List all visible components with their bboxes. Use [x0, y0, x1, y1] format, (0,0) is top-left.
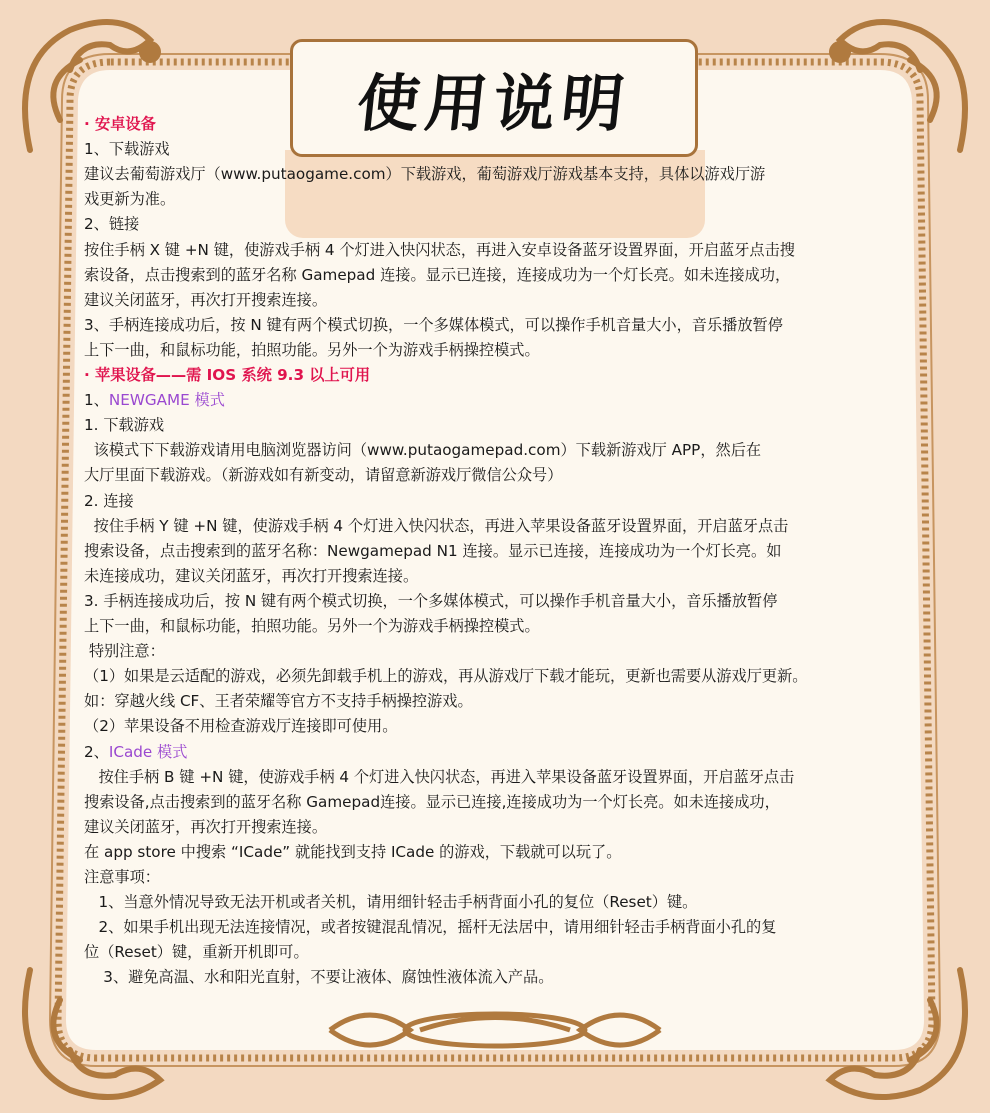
body-text: （2）苹果设备不用检查游戏厅连接即可使用。 — [84, 717, 398, 736]
body-text: 1、当意外情况导致无法开机或者关机，请用细针轻击手柄背面小孔的复位（Reset）键。 — [84, 893, 698, 912]
text-line — [84, 940, 309, 964]
page-title: 使用说明 — [353, 66, 634, 140]
body-text: 按住手柄 Y 键 +N 键，使游戏手柄 4 个灯进入快闪状态，再进入苹果设备蓝牙设置界面，开启蓝牙点击 — [84, 516, 789, 535]
text-line — [84, 589, 777, 613]
heading-text: · 安卓设备 — [84, 115, 156, 133]
text-line — [84, 162, 765, 186]
text-line — [84, 212, 139, 236]
text-line — [84, 338, 540, 362]
body-text: （1）如果是云适配的游戏，必须先卸载手机上的游戏，再从游戏厅下载才能玩，更新也需要从游戏厅更新。 — [84, 667, 808, 686]
body-text: 如：穿越火线 CF、王者荣耀等官方不支持手柄操控游戏。 — [84, 692, 473, 711]
body-text: 搜索设备,点击搜索到的蓝牙名称 Gamepad连接。显示已连接,连接成功为一个灯长亮。如未连接成功， — [84, 792, 780, 811]
body-text: 3、手柄连接成功后，按 N 键有两个模式切换，一个多媒体模式，可以操作手机音量大小，音乐播放暂停 — [84, 315, 783, 334]
body-text: 建议关闭蓝牙，再次打开搜索连接。 — [84, 290, 327, 309]
text-line — [84, 815, 327, 839]
text-line — [84, 539, 781, 563]
body-text: 上下一曲，和鼠标功能，拍照功能。另外一个为游戏手柄操控模式。 — [84, 617, 540, 635]
body-text: 按住手柄 B 键 +N 键，使游戏手柄 4 个灯进入快闪状态，再进入苹果设备蓝牙设置界面，开启蓝牙点击 — [84, 767, 795, 786]
body-text: 未连接成功，建议关闭蓝牙，再次打开搜索连接。 — [84, 566, 419, 585]
text-line — [84, 363, 370, 387]
text-line — [84, 614, 540, 638]
body-text: 1、下载游戏 — [84, 140, 170, 159]
body-text: 在 app store 中搜索 “ICade” 就能找到支持 ICade 的游戏，下载就可以玩了。 — [84, 842, 622, 861]
text-line — [84, 915, 776, 939]
text-line — [84, 238, 795, 262]
body-text: 2、链接 — [84, 215, 140, 234]
body-text: 3. 手柄连接成功后，按 N 键有两个模式切换，一个多媒体模式，可以操作手机音量大小，音乐播放暂停 — [84, 591, 778, 610]
text-line — [84, 413, 164, 437]
body-text: 2、 — [84, 742, 109, 761]
text-line — [84, 840, 621, 864]
body-text: 注意事项： — [84, 868, 160, 886]
text-line — [84, 790, 780, 814]
body-text: 1. 下载游戏 — [84, 416, 165, 435]
text-line — [84, 263, 790, 287]
text-line — [84, 865, 160, 889]
body-text: 1、 — [84, 391, 109, 410]
text-line — [84, 438, 761, 462]
purple-text: NEWGAME 模式 — [108, 391, 225, 410]
text-line — [84, 137, 170, 161]
text-line — [84, 689, 473, 713]
purple-text: ICade 模式 — [108, 742, 188, 761]
body-text: 位（Reset）键，重新开机即可。 — [84, 943, 309, 962]
text-line — [84, 514, 788, 538]
body-text: 2、如果手机出现无法连接情况，或者按键混乱情况，摇杆无法居中，请用细针轻击手柄背面小孔的复 — [84, 918, 777, 937]
text-line — [84, 564, 418, 588]
text-line — [84, 388, 225, 412]
text-line — [84, 765, 794, 789]
text-line — [84, 664, 807, 688]
body-text: 2. 连接 — [84, 491, 134, 510]
text-line — [84, 288, 327, 312]
text-line — [84, 965, 553, 989]
title-box — [290, 39, 698, 157]
text-line — [84, 714, 397, 738]
text-line — [84, 187, 175, 211]
text-line — [84, 463, 562, 487]
body-text: 大厅里面下载游戏。（新游戏如有新变动，请留意新游戏厅微信公众号） — [84, 466, 563, 485]
body-text: 索设备，点击搜索到的蓝牙名称 Gamepad 连接。显示已连接，连接成功为一个灯长亮。如未连接成功， — [84, 265, 791, 284]
body-text: 特别注意： — [84, 642, 165, 661]
text-line — [84, 740, 187, 764]
text-line — [84, 489, 134, 513]
body-text: 戏更新为准。 — [84, 190, 176, 209]
body-text: 建议去葡萄游戏厅（www.putaogame.com）下载游戏，葡萄游戏厅游戏基本支持，具体以游戏厅游 — [84, 165, 766, 184]
body-text: 按住手柄 X 键 +N 键，使游戏手柄 4 个灯进入快闪状态，再进入安卓设备蓝牙设置界面，开启蓝牙点击搜 — [84, 240, 795, 259]
body-text: 3、避免高温、水和阳光直射，不要让液体、腐蚀性液体流入产品。 — [84, 968, 554, 987]
heading-text: · 苹果设备——需 IOS 系统 9.3 以上可用 — [84, 366, 371, 384]
body-text: 该模式下下载游戏请用电脑浏览器访问（www.putaogamepad.com）下载新游戏厅 APP，然后在 — [84, 441, 762, 460]
body-text: 建议关闭蓝牙，再次打开搜索连接。 — [84, 817, 327, 836]
text-line — [84, 313, 783, 337]
text-line — [84, 639, 165, 663]
body-text: 上下一曲，和鼠标功能，拍照功能。另外一个为游戏手柄操控模式。 — [84, 340, 540, 359]
body-text: 搜索设备，点击搜索到的蓝牙名称：Newgamepad N1 连接。显示已连接，连接成功为一个灯长亮。如 — [84, 541, 782, 560]
text-line — [84, 890, 697, 914]
text-line — [84, 112, 156, 136]
